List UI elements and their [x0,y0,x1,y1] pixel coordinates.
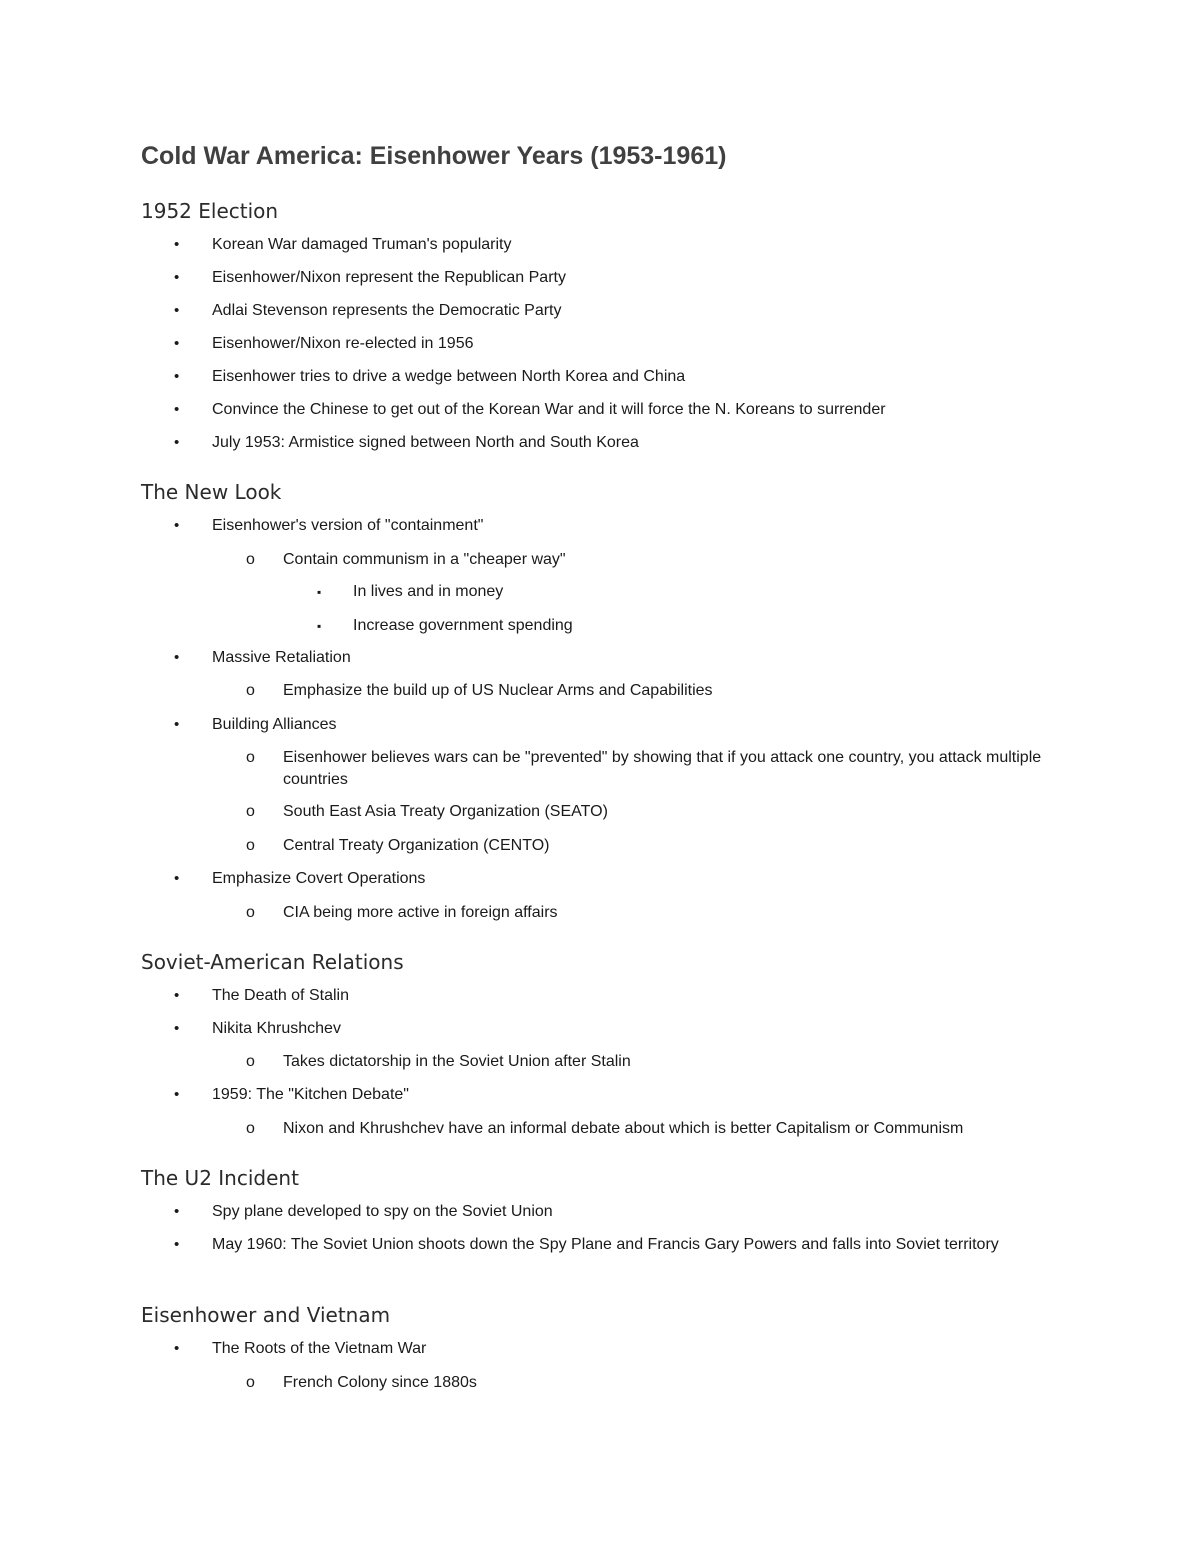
bullet-marker: • [174,434,180,451]
list-item: Eisenhower/Nixon represent the Republican Party [212,269,566,286]
sub-list-item: Contain communism in a "cheaper way" [283,551,566,568]
list-item: Eisenhower tries to drive a wedge between North Korea and China [212,368,686,385]
bullet-marker: • [174,1020,180,1037]
bullet-marker: • [174,870,180,887]
list-item: Convince the Chinese to get out of the Korean War and it will force the N. Koreans to surrender [212,401,886,418]
bullet-marker: • [174,517,180,534]
bullet-marker: • [174,236,180,253]
sub-list-item: Eisenhower believes wars can be "prevented" by showing that if you attack one country, you attack multiple countries [283,749,1042,788]
bullet-marker: • [174,987,180,1004]
list-item: Eisenhower/Nixon re-elected in 1956 [212,335,474,352]
bullet-marker: • [174,368,180,385]
list-item: Adlai Stevenson represents the Democratic Party [212,302,562,319]
sub-bullet-marker: o [246,682,255,699]
sub-list-item: CIA being more active in foreign affairs [283,904,558,921]
sub-list-item: French Colony since 1880s [283,1374,477,1391]
bullet-marker: • [174,1203,180,1220]
sub-bullet-marker: o [246,803,255,820]
sub-bullet-marker: o [246,1053,255,1070]
list-item: Nikita Khrushchev [212,1020,341,1037]
bullet-marker: • [174,335,180,352]
list-item: Emphasize Covert Operations [212,870,426,887]
sub-list-item: Central Treaty Organization (CENTO) [283,837,550,854]
sub-bullet-marker: o [246,551,255,568]
list-item: The Roots of the Vietnam War [212,1340,427,1357]
section-heading-u2-incident: The U2 Incident [141,1166,299,1190]
sub-sub-list-item: In lives and in money [353,583,504,600]
list-item: The Death of Stalin [212,987,349,1004]
sub-sub-bullet-marker: ▪ [317,619,322,633]
sub-sub-bullet-marker: ▪ [317,585,322,599]
list-item: 1959: The "Kitchen Debate" [212,1086,409,1103]
sub-list-item: Emphasize the build up of US Nuclear Arms and Capabilities [283,682,713,699]
sub-sub-list-item: Increase government spending [353,617,573,634]
list-item: Korean War damaged Truman's popularity [212,236,512,253]
section-heading-1952-election: 1952 Election [141,199,279,223]
sub-bullet-marker: o [246,904,255,921]
list-item: Eisenhower's version of "containment" [212,517,484,534]
list-item: Massive Retaliation [212,649,351,666]
list-item: Spy plane developed to spy on the Soviet Union [212,1203,553,1220]
sub-list-item: South East Asia Treaty Organization (SEATO) [283,803,608,820]
section-heading-eisenhower-vietnam: Eisenhower and Vietnam [141,1303,391,1327]
bullet-marker: • [174,716,180,733]
list-item: Building Alliances [212,716,337,733]
section-heading-new-look: The New Look [141,480,282,504]
bullet-marker: • [174,649,180,666]
document-title: Cold War America: Eisenhower Years (1953-1961) [141,142,727,170]
sub-list-item: Nixon and Khrushchev have an informal debate about which is better Capitalism or Communism [283,1120,964,1137]
list-item: May 1960: The Soviet Union shoots down the Spy Plane and Francis Gary Powers and falls into Soviet territory [212,1236,999,1253]
bullet-marker: • [174,401,180,418]
list-item: July 1953: Armistice signed between North and South Korea [212,434,639,451]
sub-bullet-marker: o [246,837,255,854]
sub-bullet-marker: o [246,1374,255,1391]
section-heading-soviet-american-relations: Soviet-American Relations [141,950,404,974]
sub-bullet-marker: o [246,1120,255,1137]
sub-bullet-marker: o [246,749,255,766]
bullet-marker: • [174,1340,180,1357]
bullet-marker: • [174,1086,180,1103]
bullet-marker: • [174,1236,180,1253]
bullet-marker: • [174,302,180,319]
bullet-marker: • [174,269,180,286]
sub-list-item: Takes dictatorship in the Soviet Union after Stalin [283,1053,631,1070]
